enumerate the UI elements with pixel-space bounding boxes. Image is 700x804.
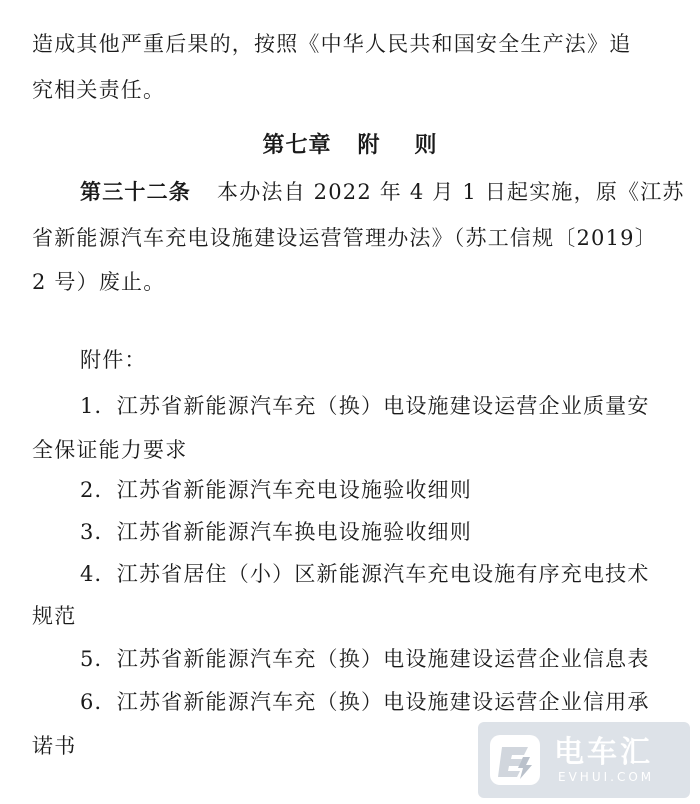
chapter-word-1: 附 [357, 133, 381, 158]
chapter-number: 第七章 [262, 133, 332, 158]
evhui-logo-icon [490, 735, 540, 785]
attachment-item-5: 5．江苏省新能源汽车充（换）电设施建设运营企业信息表 [80, 647, 650, 671]
article-32-line-3: 2 号）废止。 [32, 270, 166, 294]
attachment-item-6: 6．江苏省新能源汽车充（换）电设施建设运营企业信用承 [80, 690, 650, 714]
chapter-heading [0, 128, 700, 159]
attachment-item-3: 3．江苏省新能源汽车换电设施验收细则 [80, 520, 472, 544]
article-32-text-1: 本办法自 2022 年 4 月 1 日起实施，原《江苏 [217, 180, 685, 204]
attachment-item-1-cont: 全保证能力要求 [32, 438, 188, 462]
attachment-item-2: 2．江苏省新能源汽车充电设施验收细则 [80, 478, 472, 502]
article-32-label: 第三十二条 [80, 180, 191, 204]
attachment-item-1: 1．江苏省新能源汽车充（换）电设施建设运营企业质量安 [80, 394, 650, 418]
chapter-word-2: 则 [414, 133, 438, 158]
watermark-subtitle: EVHUI.COM [558, 770, 655, 784]
article-32-line-2: 省新能源汽车充电设施建设运营管理办法》（苏工信规〔2019〕 [32, 226, 657, 250]
attachment-item-6-cont: 诺书 [32, 734, 77, 758]
intro-line-2: 究相关责任。 [32, 78, 166, 102]
attachment-item-4-cont: 规范 [32, 604, 77, 628]
watermark [478, 722, 690, 798]
intro-line-1: 造成其他严重后果的，按照《中华人民共和国安全生产法》追 [32, 32, 632, 56]
watermark-title: 电车汇 [554, 735, 653, 770]
attachments-heading: 附件： [80, 348, 147, 372]
article-32-line-1 [80, 178, 685, 206]
attachment-item-4: 4．江苏省居住（小）区新能源汽车充电设施有序充电技术 [80, 562, 650, 586]
